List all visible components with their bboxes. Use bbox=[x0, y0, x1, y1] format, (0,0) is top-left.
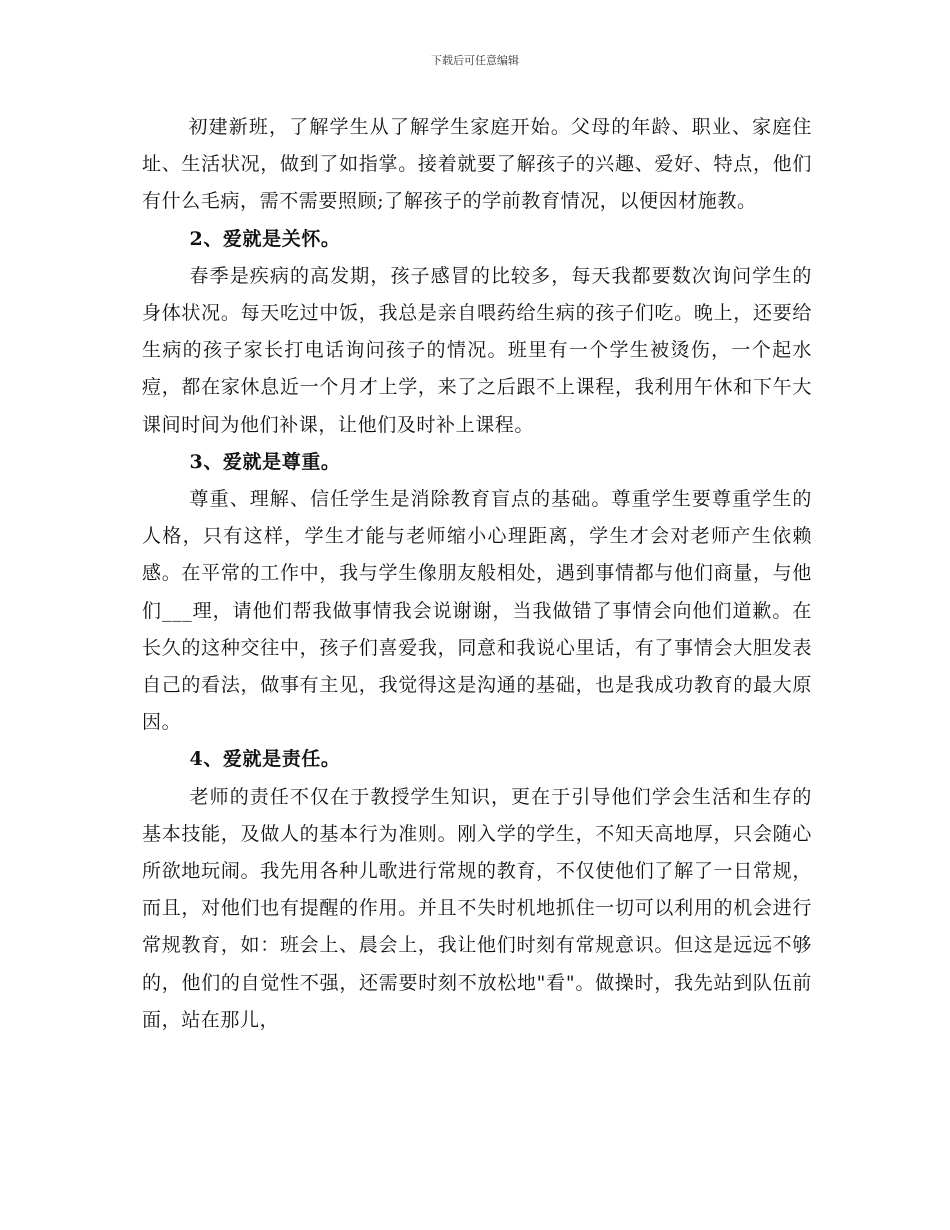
paragraph-care: 春季是疾病的高发期，孩子感冒的比较多，每天我都要数次询问学生的身体状况。每天吃过中饭，我总是亲自喂药给生病的孩子们吃。晚上，还要给生病的孩子家长打电话询问孩子的情况。班里有一个学生被烫伤，一个起水痘，都在家休息近一个月才上学，来了之后跟不上课程，我利用午休和下午大课间时间为他们补课，让他们及时补上课程。 bbox=[142, 264, 812, 436]
page-header: 下载后可任意编辑 bbox=[431, 54, 519, 67]
document-body bbox=[142, 109, 812, 1039]
section-heading-responsibility: 4、爱就是责任。 bbox=[189, 748, 341, 771]
section-heading-care: 2、爱就是关怀。 bbox=[189, 227, 341, 250]
section-heading-respect: 3、爱就是尊重。 bbox=[189, 450, 341, 473]
paragraph-intro: 初建新班，了解学生从了解学生家庭开始。父母的年龄、职业、家庭住址、生活状况，做到了如指掌。接着就要了解孩子的兴趣、爱好、特点，他们有什么毛病，需不需要照顾;了解孩子的学前教育情况，以便因材施教。 bbox=[142, 116, 812, 213]
paragraph-responsibility: 老师的责任不仅在于教授学生知识，更在于引导他们学会生活和生存的基本技能，及做人的基本行为准则。刚入学的学生，不知天高地厚，只会随心所欲地玩闹。我先用各种儿歌进行常规的教育，不仅使他们了解了一日常规，而且，对他们也有提醒的作用。并且不失时机地抓住一切可以利用的机会进行常规教育，如：班会上、晨会上，我让他们时刻有常规意识。但这是远远不够的，他们的自觉性不强，还需要时刻不放松地"看"。做操时，我先站到队伍前面，站在那儿， bbox=[142, 785, 812, 1031]
paragraph-respect: 尊重、理解、信任学生是消除教育盲点的基础。尊重学生要尊重学生的人格，只有这样，学生才能与老师缩小心理距离，学生才会对老师产生依赖感。在平常的工作中，我与学生像朋友般相处，遇到事情都与他们商量，与他们___理，请他们帮我做事情我会说谢谢，当我做错了事情会向他们道歉。在长久的这种交往中，孩子们喜爱我，同意和我说心里话，有了事情会大胆发表自己的看法，做事有主见，我觉得这是沟通的基础，也是我成功教育的最大原因。 bbox=[142, 488, 812, 734]
